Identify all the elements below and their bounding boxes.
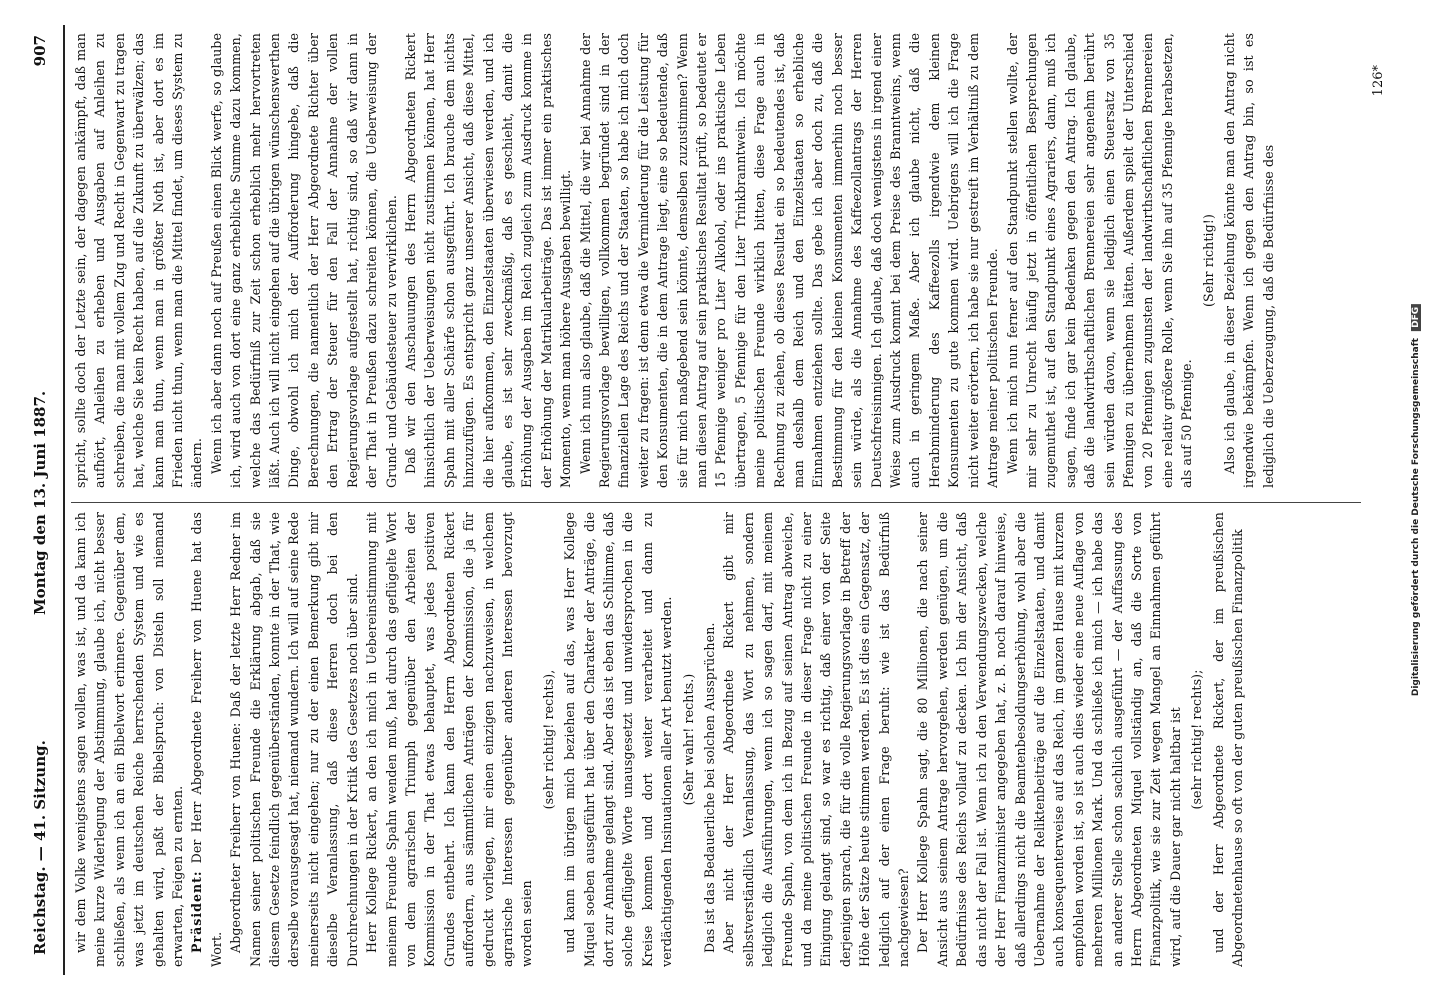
paragraph: Daß wir den Anschauungen des Herrn Abgeordneten Rickert hinsichtlich der Ueberweisungen nicht zustimmen können, hat Herr Spahn mit aller Schärfe schon ausgeführt. Ich brauche dem nichts hinzuzufügen. Es entspricht ganz unserer Ansicht, daß diese Mittel, die hier aufkommen, den Einzelstaaten überwiesen werden, und ich glaube, es ist sehr zweckmäßig, daß es geschieht, damit die Erhöhung der Ausgaben im Reich zugleich zum Ausdruck komme in der Erhöhung der Matrikularbeiträge. Das ist immer ein praktisches Momento, wenn man höhere Ausgaben bewilligt. [402, 33, 574, 488]
paragraph: Herr Kollege Rickert, an den ich mich in Uebereinstimmung mit meinem Freunde Spahn wenden muß, hat durch das geflügelte Wort von dem agrarischen Triumph gegenüber den Arbeiten der Kommission in der That etwas behauptet, was jedes positiven Grundes entbehrt. Ich kann den Herrn Abgeordneten Rickert auffordern, aus sämmtlichen Anträgen der Kommission, die ja für gedruckt vorliegen, mir einen einzigen nachzuweisen, in welchem agrarische Interessen gegenüber anderen Interessen bevorzugt worden seien [364, 512, 535, 967]
paragraph: Wenn ich nun also glaube, daß die Mittel, die wir bei Annahme der Regierungsvorlage bewilligen, vollkommen begründet sind in der finanziellen Lage des Reichs und der Staaten, so habe ich mich doch weiter zu fragen: ist denn etwa die Verminderung für die Leistung für den Konsumenten, die in dem Antrage liegt, eine so bedeutende, daß sie für mich maßgebend sein könnte, demselben zuzustimmen? Wenn man diesen Antrag auf sein praktisches Resultat prüft, so bedeutet er 15 Pfennige weniger pro Liter Alkohol, oder ins praktische Leben übertragen, 5 Pfennige für den Liter Trinkbranntwein. Ich möchte meine politischen Freunde wirklich bitten, diese Frage auch in Rechnung zu ziehen, ob dieses Resultat ein so bedeutendes ist, daß man deshalb dem Reich und den Einzelstaaten so erhebliche Einnahmen entziehen sollte. Das gebe ich aber doch zu, daß die Bestimmung für den kleinen Konsumenten immerhin noch besser sein würde, als die Annahme des Kaffeezollantrags der Herren Deutschfreisinnigen. Ich glaube, daß doch wenigstens in irgend einer Weise zum Ausdruck kommt bei dem Preise des Branntweins, wenn auch in geringem Maße. Aber ich glaube nicht, daß die Herabminderung des Kaffeezolls irgendwie dem kleinen Konsumenten zu gute kommen wird. Uebrigens will ich die Frage nicht weiter erörtern, ich habe sie nur gestreift im Verhältniß zu dem Antrage meiner politischen Freunde. [577, 33, 1001, 488]
paragraph: Das ist das Bedauerliche bei solchen Aussprüchen. [702, 622, 717, 953]
paragraph: Also ich glaube, in dieser Beziehung könnte man den Antrag nicht irgendwie bekämpfen. Wenn ich gegen den Antrag bin, so ist es lediglich die Ueberzeugung, daß die Bedürfnisse des [1221, 33, 1276, 488]
paragraph: Wenn ich aber dann noch auf Preußen einen Blick werfe, so glaube ich, wird auch von dort eine ganz erhebliche Summe dazu kommen, welche das Bedürfniß zur Zeit schon erheblich mehr hervortreten läßt. Auch ich will nicht eingehen auf die übrigen wünschenswerthen Dinge, obwohl ich mich der Aufforderung hingebe, daß die Berechnungen, die namentlich der Herr Abgeordnete Richter über den Ertrag der Steuer für den Fall der Annahme der vollen Regierungsvorlage aufgestellt hat, richtig sind, so daß wir dann in der That in Preußen dazu schreiten können, die Ueberweisung der Grund- und Gebäudesteuer zu verwirklichen. [208, 33, 399, 488]
column-divider [71, 502, 1361, 503]
paragraph: Wenn ich mich nun ferner auf den Standpunkt stellen wollte, der mir sehr zu Unrecht häufig jetzt in öffentlichen Besprechungen zugemuthet ist, auf den Standpunkt eines Agrariers, dann, muß ich sagen, finde ich gar kein Bedenken gegen den Antrag. Ich glaube, daß die landwirthschaftlichen Brennereien sehr angenehm berührt sein würden davon, wenn sie lediglich einen Steuersatz von 35 Pfennigen zu übernehmen hätten. Außerdem spielt der Unterschied von 20 Pfennigen zugunsten der landwirthschaftlichen Brennereien eine relativ größere Rolle, wenn Sie ihn auf 35 Pfennige herabsetzen, als auf 50 Pfennige. [1004, 33, 1195, 488]
header-date: Montag den 13. Juni 1887. [31, 390, 49, 615]
speaker-name: Präsident: [189, 870, 205, 953]
dfg-attribution [1411, 304, 1421, 696]
interjection: (sehr richtig! rechts); [1189, 669, 1205, 810]
column-left [71, 512, 1361, 967]
header-rule [63, 25, 65, 975]
paragraph: wir dem Volke wenigstens sagen wollen, was ist, und da kann ich meine kurze Widerlegung der Abstimmung, glaube ich, nicht besser schließen, als wenn ich an ein Bibelwort erinnere. Gegenüber dem, was jetzt im deutschen Reiche herrschenden System und wie es gehalten wird, paßt der Bibelspruch: von Disteln soll niemand erwarten, Feigen zu ernten. [73, 512, 186, 967]
interjection: (Sehr wahr! rechts.) [680, 673, 696, 806]
column-right [71, 33, 1361, 488]
paragraph: spricht, sollte doch der Letzte sein, der dagegen ankämpft, daß man aufhört, Anleihen zu erheben und Ausgaben auf Anleihen zu schreiben, die man mit vollem Zug und Recht in Gegenwart zu tragen hat, welche Sie kein Recht haben, auf die Zukunft zu überwälzen; das kann man thun, wenn man in größter Noth ist, aber dort es im Frieden nicht thun, wenn man die Mittel findet, um dieses System zu ändern. [73, 33, 205, 488]
interjection: (sehr richtig! rechts), [540, 669, 556, 810]
interjection: (Sehr richtig!) [1200, 214, 1216, 307]
paragraph [187, 512, 226, 967]
header-left: Reichstag. — 41. Sitzung. [31, 740, 49, 955]
paragraph: und der Herr Abgeordnete Rickert, der im preußischen Abgeordnetenhause so oft von der guten preußischen Finanzpolitik [1210, 512, 1245, 967]
paragraph: und kann im übrigen mich beziehen auf das, was Herr Kollege Miquel soeben ausgeführt hat über den Charakter der Anträge, die dort zur Annahme gelangt sind. Aber das ist eben das Schlimme, daß solche geflügelte Worte unausgesetzt und unwidersprochen in die Kreise kommen und dort weiter verarbeitet und dann zu verdächtigenden Insinuationen aller Art benutzt werden. [562, 512, 675, 967]
page-header [25, 25, 59, 975]
paragraph: Der Herr Kollege Spahn sagt, die 80 Millionen, die nach seiner Ansicht aus seinem Antrage hervorgehen, werden genügen, um die Bedürfnisse des Reichs vollauf zu decken. Ich bin der Ansicht, daß das nicht der Fall ist. Wenn ich zu den Verwendungszwecken, welche der Herr Finanzminister angegeben hat, z. B. noch darauf hinweise, daß allerdings nicht die Beamtenbesoldungserhöhung, wohl aber die Uebernahme der Reliktenbeiträge auf die Einzelstaaten, und damit auch konsequenterweise auf das Reich, im ganzen Hause mit kurzem empfohlen worden ist, so ist auch dies wieder eine neue Auflage von mehreren Millionen Mark. Und da schließe ich mich — ich habe das an anderer Stelle schon sachlich ausgeführt — der Auffassung des Herrn Abgeordneten Miquel vollständig an, daß die Sorte von Finanzpolitik, wie sie zur Zeit wegen Mangel an Einnahmen geführt wird, auf die Dauer gar nicht haltbar ist [915, 512, 1183, 967]
page-number: 907 [31, 35, 49, 67]
paragraph: Abgeordneter Freiherr von Huene: Daß der letzte Herr Redner im Namen seiner politischen Freunde die Erklärung abgab, daß sie diesem Gesetze feindlich gegenüberständen, konnte in der That, wie derselbe vorausgesagt hat, niemand wundern. Ich will auf seine Rede meinerseits nicht eingehen; nur zu der einen Bemerkung gibt mir dieselbe Veranlassung, daß diese Herren doch bei den Durchrechnungen in der Kritik des Gesetzes noch über sind. [228, 512, 360, 967]
paragraph: Aber nicht der Herr Abgeordnete Rickert gibt mir selbstverständlich Veranlassung, das Wort zu nehmen, sondern lediglich die Ausführungen, wenn ich so sagen darf, mit meinem Freunde Spahn, von dem ich in Bezug auf seinen Antrag abweiche, und da meine politischen Freunde in dieser Frage nicht zu einer Einigung gelangt sind, so war es richtig, daß einer von der Seite derjenigen sprach, die für die volle Regierungsvorlage in Betreff der Höhe der Sätze heute stimmen werden. Es ist dies ein Gegensatz, der lediglich auf der einen Frage beruht: wie ist das Bedürfniß nachgewiesen? [721, 512, 912, 967]
page-content [25, 25, 1397, 975]
dfg-attribution-text: Digitalisierung gefördert durch die Deutsche Forschungsgemeinschaft [1411, 338, 1421, 697]
signature-mark: 126* [1371, 65, 1386, 97]
dfg-logo: DFG [1411, 304, 1421, 331]
paragraph-text: Der Herr Abgeordnete Freiherr von Huene hat das Wort. [189, 512, 224, 967]
